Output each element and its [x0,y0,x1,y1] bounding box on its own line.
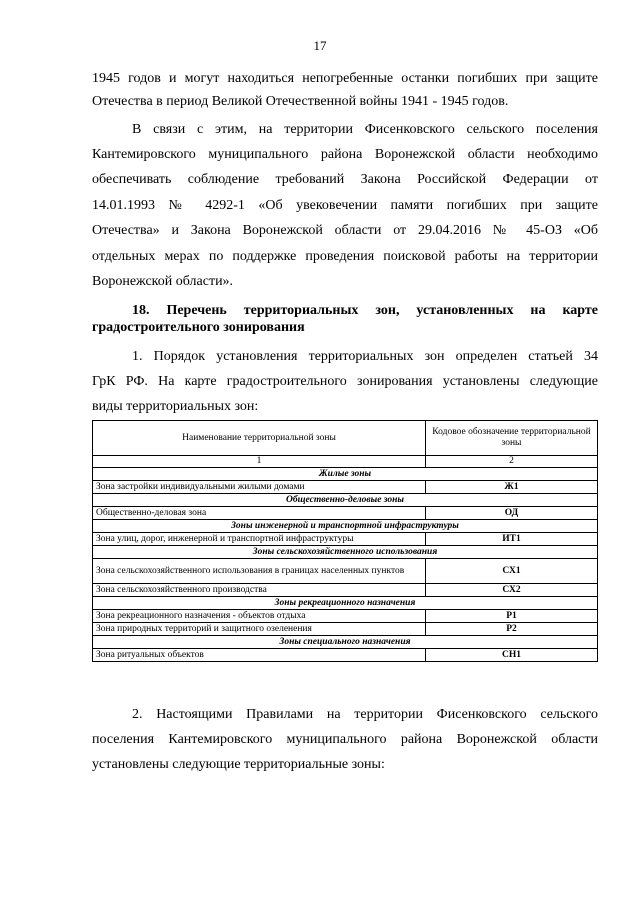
zone-name: Зона рекреационного назначения - объектов отдыха [93,610,426,623]
zone-group-row [93,520,598,533]
paragraph-line: Кантемировского муниципального района Воронежской области необходимо [92,147,598,162]
zone-code: Р2 [426,623,598,636]
paragraph-line: 1. Порядок установления территориальных зон определен статьей 34 [132,349,598,364]
table-row [93,507,598,520]
paragraph-line: виды территориальных зон: [92,399,259,414]
column-number-2: 2 [426,456,598,468]
section-heading: градостроительного зонирования [92,320,305,335]
zone-group-title: Жилые зоны [93,468,598,481]
zone-group-row [93,636,598,649]
zone-code: СХ2 [426,584,598,597]
zone-group-row [93,468,598,481]
zone-code: ОД [426,507,598,520]
zone-code: ИТ1 [426,533,598,546]
paragraph-line: установлены следующие территориальные зоны: [92,757,385,772]
zone-group-title: Зоны инженерной и транспортной инфраструктуры [93,520,598,533]
paragraph-line: 2. Настоящими Правилами на территории Фисенковского сельского [132,707,598,722]
header-zone-code: Кодовое обозначение территориальной зоны [426,421,598,456]
zone-name: Общественно-деловая зона [93,507,426,520]
territorial-zones-table [92,420,598,662]
paragraph-line: обеспечивать соблюдение требований Закона Российской Федерации от [92,172,598,187]
paragraph-line: отдельных мерах по поддержке проведения поисковой работы на территории [92,249,598,264]
zone-name: Зона природных территорий и защитного озеленения [93,623,426,636]
table-row [93,623,598,636]
paragraph-line: ГрК РФ. На карте градостроительного зонирования установлены следующие [92,374,598,389]
table-row [93,481,598,494]
paragraph-line: В связи с этим, на территории Фисенковского сельского поселения [132,122,598,137]
zone-group-row [93,494,598,507]
zone-code: Р1 [426,610,598,623]
zone-name: Зона улиц, дорог, инженерной и транспортной инфраструктуры [93,533,426,546]
table-row [93,533,598,546]
paragraph-line: 14.01.1993 № 4292-1 «Об увековечении памяти погибших при защите [92,198,598,213]
table-header-row [93,421,598,456]
table-row [93,649,598,662]
zone-code: СН1 [426,649,598,662]
zone-name: Зона сельскохозяйственного производства [93,584,426,597]
zone-code: СХ1 [426,559,598,584]
zone-name: Зона ритуальных объектов [93,649,426,662]
paragraph-line: 1945 годов и могут находиться непогребенные останки погибших при защите [92,71,598,86]
zone-code: Ж1 [426,481,598,494]
page-number: 17 [313,38,327,53]
zone-group-title: Зоны сельскохозяйственного использования [93,546,598,559]
section-heading: 18. Перечень территориальных зон, установленных на карте [132,303,598,318]
table-row [93,584,598,597]
table-row [93,610,598,623]
zone-group-row [93,546,598,559]
column-number-1: 1 [93,456,426,468]
zone-group-title: Общественно-деловые зоны [93,494,598,507]
zone-group-title: Зоны рекреационного назначения [93,597,598,610]
paragraph-line: Воронежской области». [92,274,234,289]
paragraph-line: поселения Кантемировского муниципального района Воронежской области [92,732,598,747]
zone-group-title: Зоны специального назначения [93,636,598,649]
header-zone-name: Наименование территориальной зоны [93,421,426,456]
zone-name: Зона застройки индивидуальными жилыми домами [93,481,426,494]
paragraph-line: Отечества в период Великой Отечественной войны 1941 - 1945 годов. [92,94,509,109]
zone-name: Зона сельскохозяйственного использования в границах населенных пунктов [93,559,426,584]
column-number-row [93,456,598,468]
paragraph-line: Отечества» и Закона Воронежской области от 29.04.2016 № 45-ОЗ «Об [92,223,598,238]
table-row [93,559,598,584]
zone-group-row [93,597,598,610]
